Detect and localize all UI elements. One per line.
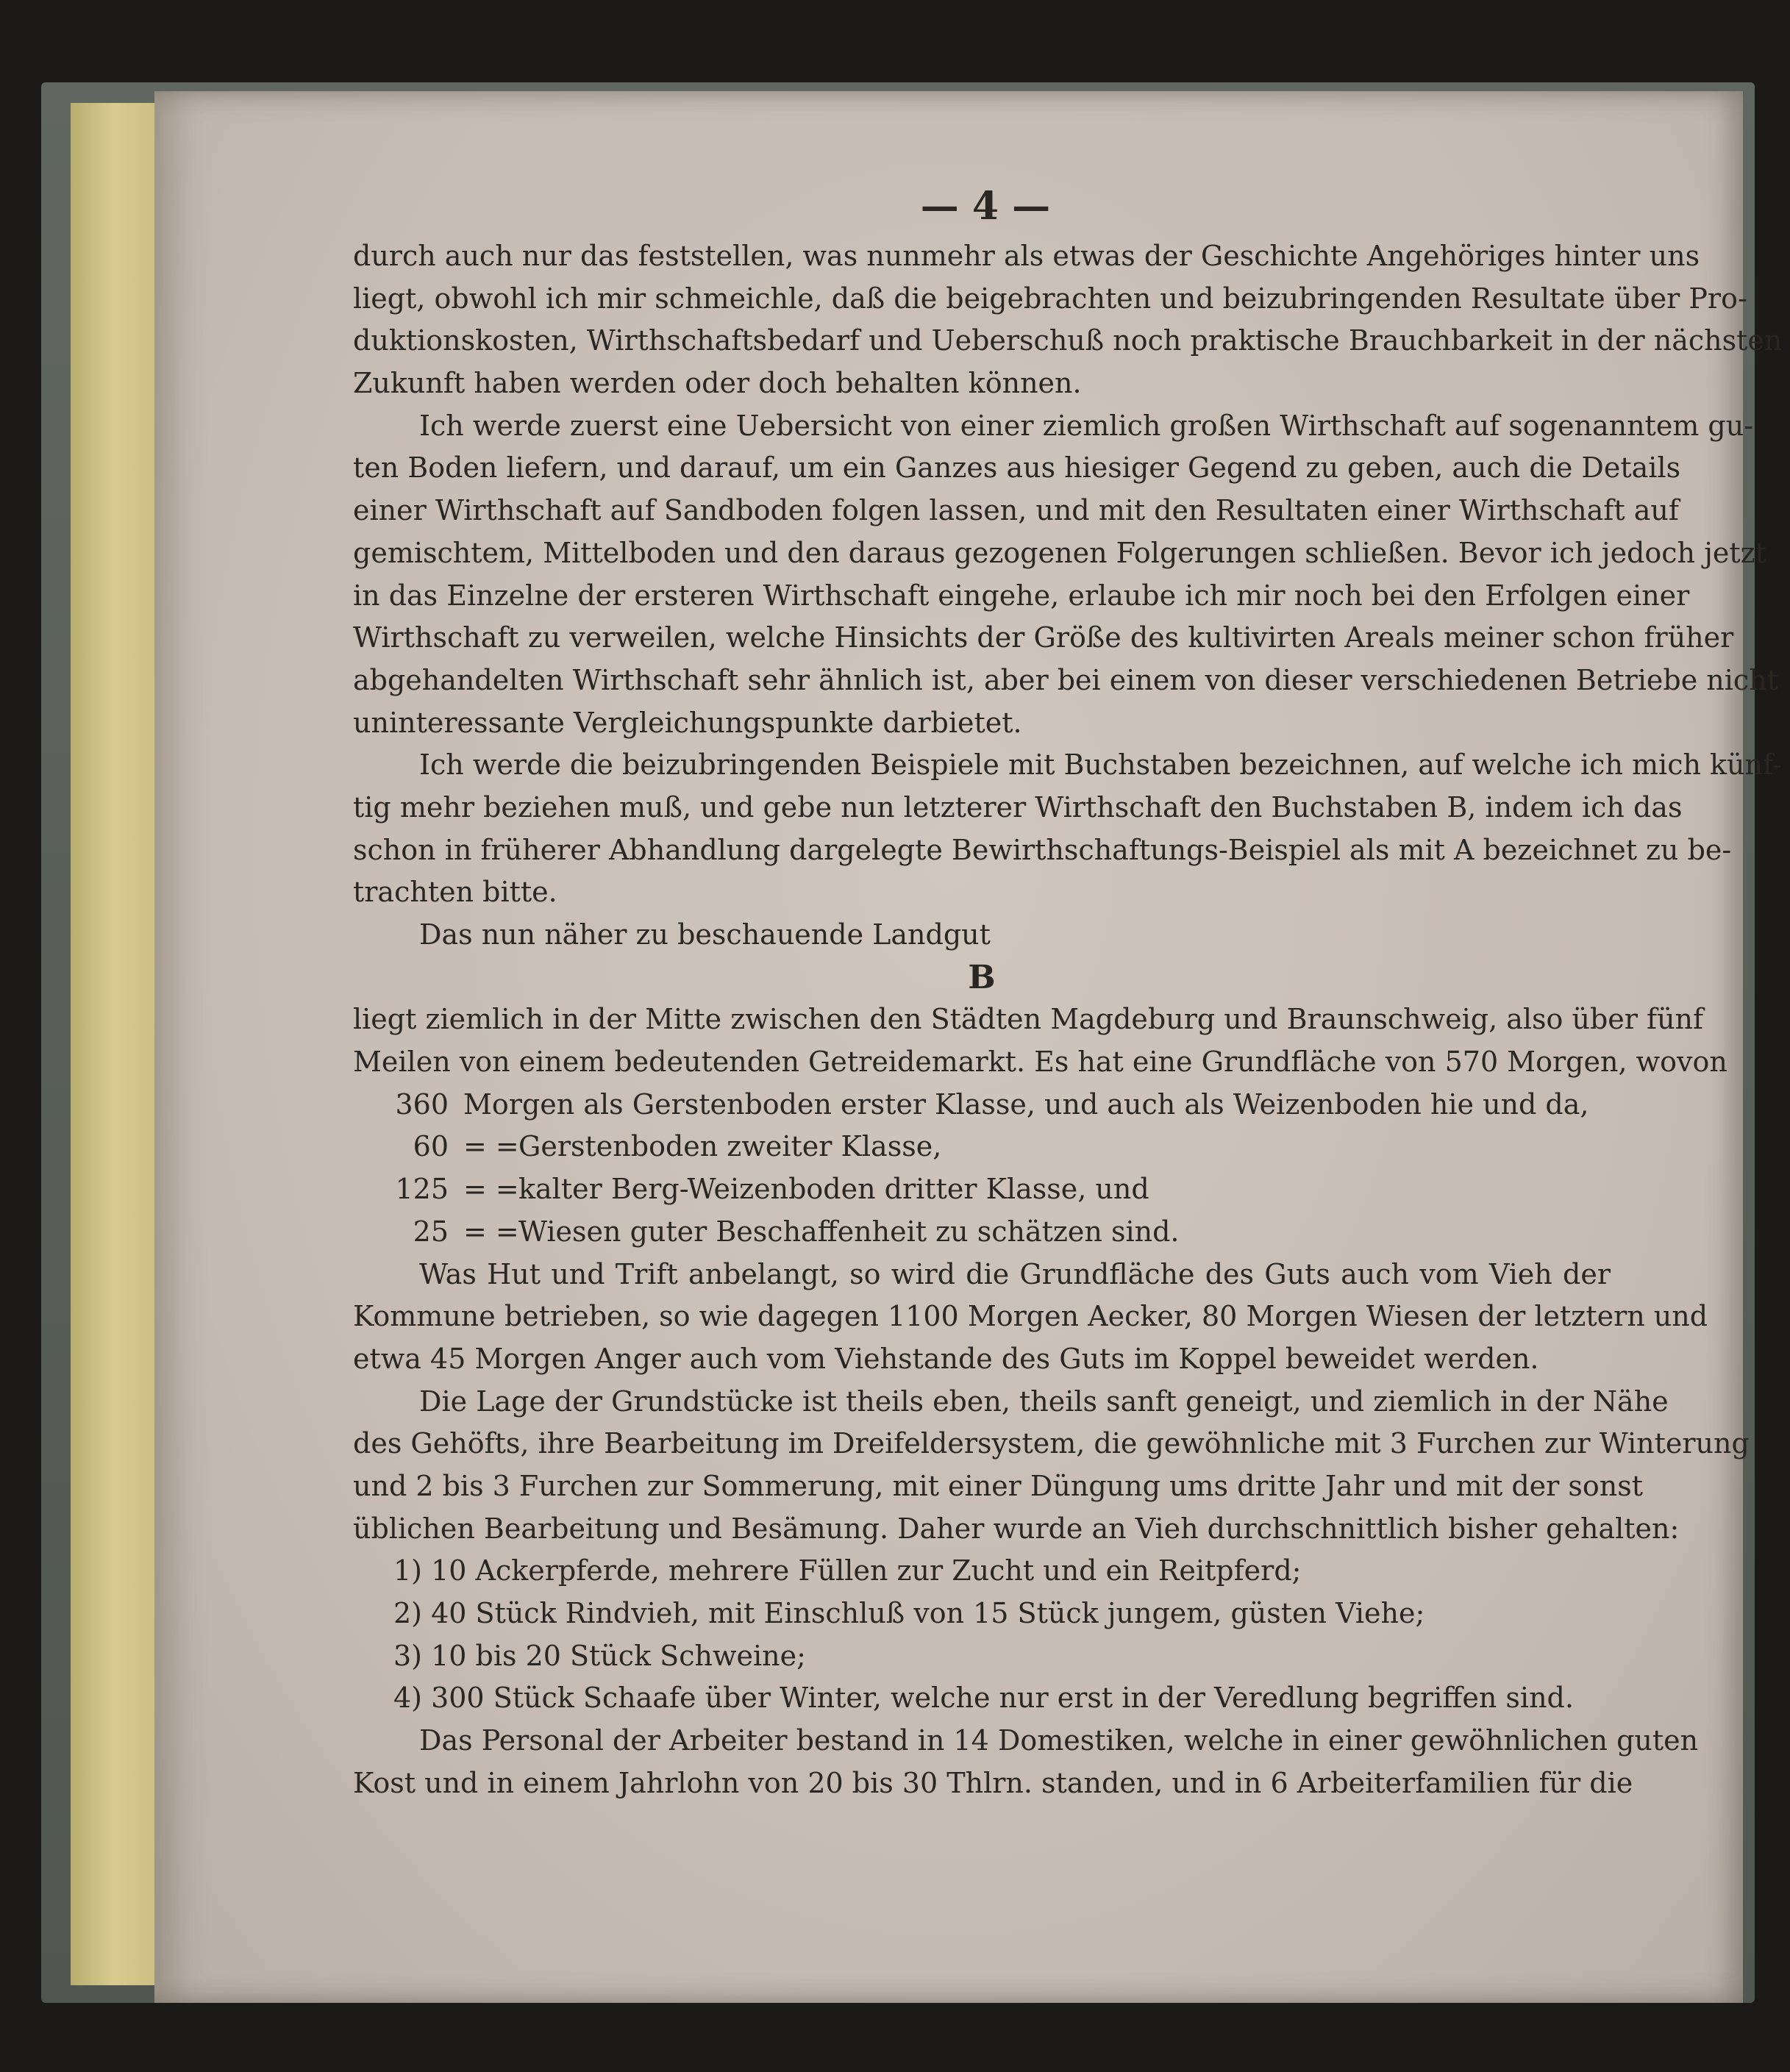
text-line: Wirthschaft zu verweilen, welche Hinsichts der Größe des kultivirten Areals meiner schon früher: [353, 621, 1734, 654]
section-heading: B: [968, 958, 996, 996]
text-line: schon in früherer Abhandlung dargelegte Bewirthschaftungs-Beispiel als mit A bezeichnet zu be-: [353, 833, 1732, 866]
list-item: 3) 10 bis 20 Stück Schweine;: [393, 1639, 806, 1672]
table-row: [353, 1126, 1611, 1168]
list-item: 4) 300 Stück Schaafe über Winter, welche nur erst in der Veredlung begriffen sind.: [393, 1682, 1574, 1715]
acreage-value: 25: [413, 1215, 449, 1248]
ditto-marks: = =: [463, 1130, 519, 1163]
text-line: Kommune betrieben, so wie dagegen 1100 Morgen Aecker, 80 Morgen Wiesen der letztern und: [353, 1300, 1708, 1333]
list-item: 1) 10 Ackerpferde, mehrere Füllen zur Zucht und ein Reitpferd;: [393, 1554, 1302, 1587]
text-line: uninteressante Vergleichungspunkte darbietet.: [353, 706, 1022, 739]
ditto-marks: = =: [463, 1173, 519, 1206]
paragraph: [353, 1254, 1708, 1381]
text-line: üblichen Bearbeitung und Besämung. Daher wurde an Vieh durchschnittlich bisher gehalten:: [353, 1512, 1680, 1545]
text-line: duktionskosten, Wirthschaftsbedarf und Ueberschuß noch praktische Brauchbarkeit in der nächsten: [353, 324, 1783, 357]
text-line: Zukunft haben werden oder doch behalten können.: [353, 367, 1082, 400]
text-line: Die Lage der Grundstücke ist theils eben, theils sanft geneigt, und ziemlich in der Nähe: [419, 1385, 1669, 1418]
acreage-value: 125: [395, 1173, 449, 1206]
text-line: des Gehöfts, ihre Bearbeitung im Dreifeldersystem, die gewöhnliche mit 3 Furchen zur Winterung: [353, 1427, 1750, 1460]
text-line: abgehandelten Wirthschaft sehr ähnlich ist, aber bei einem von dieser verschiedenen Betriebe nicht: [353, 663, 1778, 696]
text-line: Was Hut und Trift anbelangt, so wird die Grundfläche des Guts auch vom Vieh der: [419, 1257, 1611, 1290]
page-edges: [71, 103, 166, 1985]
paragraph: [353, 1381, 1750, 1551]
acreage-value: 360: [395, 1087, 449, 1121]
text-line: und 2 bis 3 Furchen zur Sommerung, mit einer Düngung ums dritte Jahr und mit der sonst: [353, 1469, 1644, 1502]
text-line: ten Boden liefern, und darauf, um ein Ganzes aus hiesiger Gegend zu geben, auch die Details: [353, 451, 1681, 485]
acreage-description: Morgen als Gerstenboden erster Klasse, und auch als Weizenboden hie und da,: [463, 1087, 1589, 1121]
text-line: durch auch nur das feststellen, was nunmehr als etwas der Geschichte Angehöriges hinter uns: [353, 240, 1700, 272]
text-line: in das Einzelne der ersteren Wirthschaft eingehe, erlaube ich mir noch bei den Erfolgen einer: [353, 579, 1690, 612]
text-line: liegt, obwohl ich mir schmeichle, daß die beigebrachten und beizubringenden Resultate über Pro-: [353, 282, 1747, 315]
livestock-list: [353, 1550, 1611, 1720]
text-line: Ich werde zuerst eine Uebersicht von einer ziemlich großen Wirthschaft auf sogenanntem gu-: [419, 409, 1754, 442]
acreage-description: Wiesen guter Beschaffenheit zu schätzen sind.: [518, 1215, 1180, 1248]
text-line: liegt ziemlich in der Mitte zwischen den Städten Magdeburg und Braunschweig, also über fünf: [353, 1003, 1704, 1036]
text-line: etwa 45 Morgen Anger auch vom Viehstande des Guts im Koppel beweidet werden.: [353, 1342, 1539, 1375]
table-row: [353, 1084, 1611, 1126]
acreage-description: Gerstenboden zweiter Klasse,: [518, 1130, 942, 1163]
text-line: gemischtem, Mittelboden und den daraus gezogenen Folgerungen schließen. Bevor ich jedoch jetzt: [353, 536, 1766, 569]
text-line: Ich werde die beizubringenden Beispiele mit Buchstaben bezeichnen, auf welche ich mich künf-: [419, 749, 1782, 782]
text-line: Das nun näher zu beschauende Landgut: [419, 918, 991, 951]
list-item: 2) 40 Stück Rindvieh, mit Einschluß von 15 Stück jungem, güsten Viehe;: [393, 1597, 1425, 1629]
acreage-value: 60: [413, 1130, 449, 1163]
text-line: einer Wirthschaft auf Sandboden folgen lassen, und mit den Resultaten einer Wirthschaft auf: [353, 494, 1679, 527]
land-table: [353, 1084, 1611, 1254]
text-line: Kost und in einem Jahrlohn von 20 bis 30 Thlrn. standen, und in 6 Arbeiterfamilien für die: [353, 1766, 1633, 1799]
paragraph: [353, 999, 1727, 1083]
page-number: — 4 —: [920, 184, 1051, 229]
paragraph: [353, 405, 1778, 745]
paragraph: [353, 1720, 1699, 1804]
page-text: [353, 235, 1783, 1804]
text-line: Meilen von einem bedeutenden Getreidemarkt. Es hat eine Grundfläche von 570 Morgen, wovon: [353, 1046, 1727, 1079]
text-line: Das Personal der Arbeiter bestand in 14 Domestiken, welche in einer gewöhnlichen guten: [419, 1724, 1699, 1757]
text-line: tig mehr beziehen muß, und gebe nun letzterer Wirthschaft den Buchstaben B, indem ich das: [353, 790, 1683, 824]
paragraph: [353, 744, 1782, 914]
paragraph: [353, 235, 1783, 405]
text-line: trachten bitte.: [353, 876, 557, 909]
table-row: [353, 1168, 1611, 1211]
table-row: [353, 1211, 1611, 1254]
ditto-marks: = =: [463, 1215, 519, 1248]
acreage-description: kalter Berg-Weizenboden dritter Klasse, und: [518, 1173, 1149, 1206]
